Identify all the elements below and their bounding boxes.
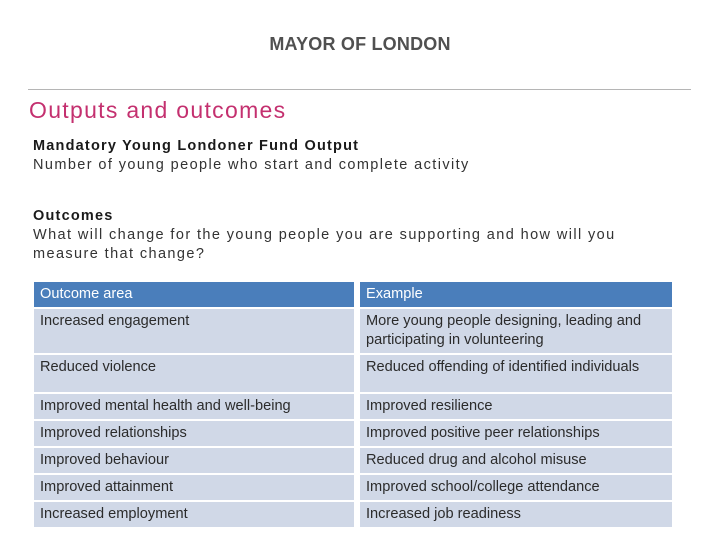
- example-cell: More young people designing, leading and participating in volunteering: [360, 309, 672, 355]
- table-header-row: [34, 282, 672, 309]
- header-divider: [28, 89, 691, 90]
- mandatory-output-section: [33, 137, 470, 175]
- mandatory-output-heading: Mandatory Young Londoner Fund Output: [33, 138, 360, 154]
- header-outcome-area: Outcome area: [34, 282, 360, 309]
- table-row: [34, 448, 672, 475]
- page-title: Outputs and outcomes: [29, 97, 287, 123]
- table-row: [34, 475, 672, 502]
- table-row: [34, 502, 672, 529]
- outcomes-question: What will change for the young people you are supporting and how will you measure that change?: [33, 227, 616, 262]
- example-cell: Reduced offending of identified individuals: [360, 355, 672, 394]
- mandatory-output-text: Number of young people who start and complete activity: [33, 157, 470, 173]
- mayor-of-london-logo: MAYOR OF LONDON: [269, 34, 451, 54]
- example-cell: Improved resilience: [360, 394, 672, 421]
- outcome-area-cell: Improved behaviour: [34, 448, 360, 475]
- outcome-area-cell: Improved relationships: [34, 421, 360, 448]
- outcome-area-cell: Reduced violence: [34, 355, 360, 394]
- outcomes-section: [33, 207, 683, 264]
- example-cell: Improved school/college attendance: [360, 475, 672, 502]
- header-example: Example: [360, 282, 672, 309]
- outcomes-table: [34, 282, 672, 529]
- outcome-area-cell: Improved mental health and well-being: [34, 394, 360, 421]
- table-row: [34, 309, 672, 355]
- outcomes-heading: Outcomes: [33, 208, 114, 224]
- example-cell: Improved positive peer relationships: [360, 421, 672, 448]
- outcome-area-cell: Improved attainment: [34, 475, 360, 502]
- example-cell: Reduced drug and alcohol misuse: [360, 448, 672, 475]
- example-cell: Increased job readiness: [360, 502, 672, 529]
- table-row: [34, 355, 672, 394]
- table-row: [34, 394, 672, 421]
- table-row: [34, 421, 672, 448]
- outcome-area-cell: Increased engagement: [34, 309, 360, 355]
- outcome-area-cell: Increased employment: [34, 502, 360, 529]
